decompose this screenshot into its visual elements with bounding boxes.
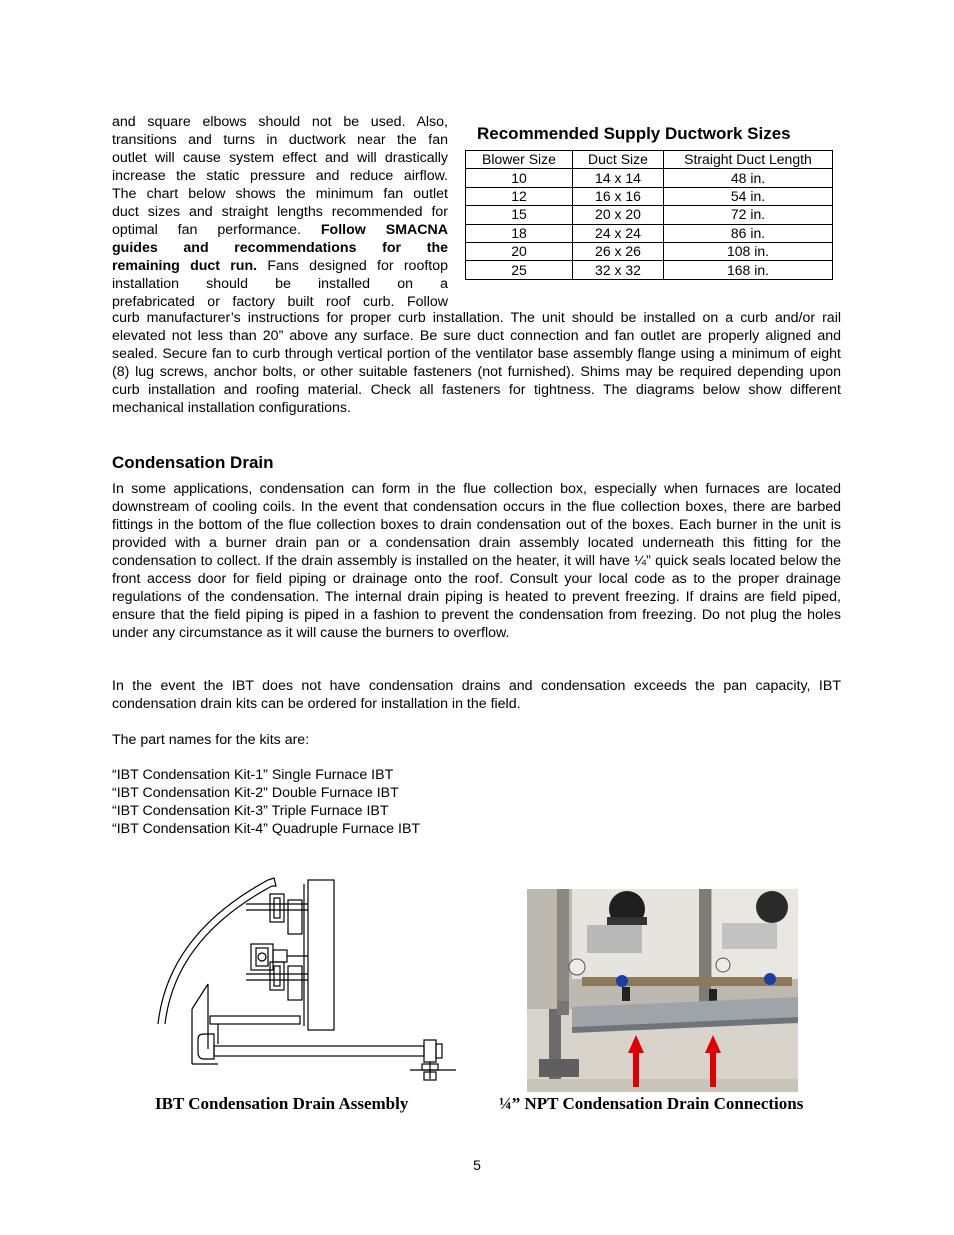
table-cell: 108 in. — [664, 242, 833, 260]
intro-text: optimal fan performance. — [112, 222, 301, 238]
table-cell: 18 — [466, 224, 573, 242]
table-cell: 20 — [466, 242, 573, 260]
intro-line: outlet will cause system effect and will drastically — [112, 150, 448, 166]
left-figure-caption: IBT Condensation Drain Assembly — [155, 1094, 409, 1113]
table-row — [466, 187, 833, 205]
smacna-emphasis-c: remaining duct run. — [112, 258, 258, 274]
table-row — [466, 224, 833, 242]
condensation-paragraph-2: In the event the IBT does not have condensation drains and condensation exceeds the pan capacity, IBT condensation drain kits can be ordered for installation in the field. — [112, 678, 841, 712]
kit-intro-text: The part names for the kits are: — [112, 732, 310, 748]
intro-line: prefabricated or factory built roof curb. Follow — [112, 294, 448, 310]
table-cell: 168 in. — [664, 261, 833, 279]
table-cell: 48 in. — [664, 169, 833, 187]
list-item: “IBT Condensation Kit-3” Triple Furnace IBT — [112, 803, 389, 819]
table-cell: 12 — [466, 187, 573, 205]
condensation-drain-heading: Condensation Drain — [112, 453, 274, 472]
intro-line: increase the static pressure and reduce airflow. — [112, 168, 448, 184]
table-cell: 86 in. — [664, 224, 833, 242]
intro-line: The chart below shows the minimum fan outlet — [112, 186, 448, 202]
table-cell: 24 x 24 — [573, 224, 664, 242]
table-cell: 15 — [466, 206, 573, 224]
kit-list — [112, 766, 420, 838]
table-cell: 54 in. — [664, 187, 833, 205]
table-cell: 14 x 14 — [573, 169, 664, 187]
table-cell: 16 x 16 — [573, 187, 664, 205]
intro-line: installation should be installed on a — [112, 276, 448, 292]
intro-line: and square elbows should not be used. Also, — [112, 114, 448, 130]
table-cell: 20 x 20 — [573, 206, 664, 224]
list-item: “IBT Condensation Kit-1” Single Furnace IBT — [112, 767, 394, 783]
smacna-emphasis-a: Follow SMACNA — [320, 222, 448, 238]
table-header: Duct Size — [573, 151, 664, 169]
table-row — [466, 261, 833, 279]
table-header-row — [466, 151, 833, 169]
right-figure-caption: ¼” NPT Condensation Drain Connections — [499, 1094, 804, 1113]
table-cell: 32 x 32 — [573, 261, 664, 279]
table-header: Blower Size — [466, 151, 573, 169]
drain-assembly-diagram — [148, 874, 460, 1084]
table-cell: 72 in. — [664, 206, 833, 224]
table-header: Straight Duct Length — [664, 151, 833, 169]
intro-line: duct sizes and straight lengths recommended for — [112, 204, 448, 220]
condensation-paragraph-1: In some applications, condensation can form in the flue collection box, especially when furnaces are located downstream of cooling coils. In the event that condensation occurs in the flue collection boxes, there are barbed fittings in the bottom of the flue collection boxes to drain condensation out of the boxes. Each burner in the unit is provided with a burner drain pan or a condensation drain assembly located underneath this fitting for the condensation to collect. If the drain assembly is installed on the heater, it will have ¼” quick seals located below the front access door for field piping or drainage onto the roof. Consult your local code as to the proper drainage regulations of the condensation. The internal drain piping is heated to prevent freezing. If drains are field piped, ensure that the field piping is piped in a fashion to prevent the condensation from freezing. Do not plug the holes under any circumstance as it will cause the burners to overflow. — [112, 481, 841, 641]
intro-line-with-bold — [112, 257, 448, 275]
table-cell: 25 — [466, 261, 573, 279]
table-cell: 10 — [466, 169, 573, 187]
intro-line-with-bold — [112, 221, 448, 239]
duct-table-title: Recommended Supply Ductwork Sizes — [477, 124, 791, 143]
drain-connections-photo — [527, 889, 798, 1092]
table-row — [466, 206, 833, 224]
table-row — [466, 242, 833, 260]
table-row — [466, 169, 833, 187]
table-cell: 26 x 26 — [573, 242, 664, 260]
smacna-emphasis-b: guides and recommendations for the — [112, 240, 448, 256]
intro-line: transitions and turns in ductwork near the fan — [112, 132, 448, 148]
list-item: “IBT Condensation Kit-2” Double Furnace IBT — [112, 785, 399, 801]
list-item: “IBT Condensation Kit-4” Quadruple Furnace IBT — [112, 821, 421, 837]
page-number: 5 — [473, 1157, 481, 1173]
intro-text: Fans designed for rooftop — [257, 258, 448, 274]
curb-installation-paragraph: curb manufacturer’s instructions for proper curb installation. The unit should be installed on a curb and/or rail elevated not less than 20” above any surface. Be sure duct connection and fan outlet are properly aligned and sealed. Secure fan to curb through vertical portion of the ventilator base assembly flange using a minimum of eight (8) lug screws, anchor bolts, or other suitable fasteners (not furnished). Shims may be required depending upon curb installation and roofing material. Check all fasteners for tightness. The diagrams below show different mechanical installation configurations. — [112, 310, 841, 416]
intro-left-column — [112, 113, 448, 311]
duct-size-table — [465, 150, 833, 280]
